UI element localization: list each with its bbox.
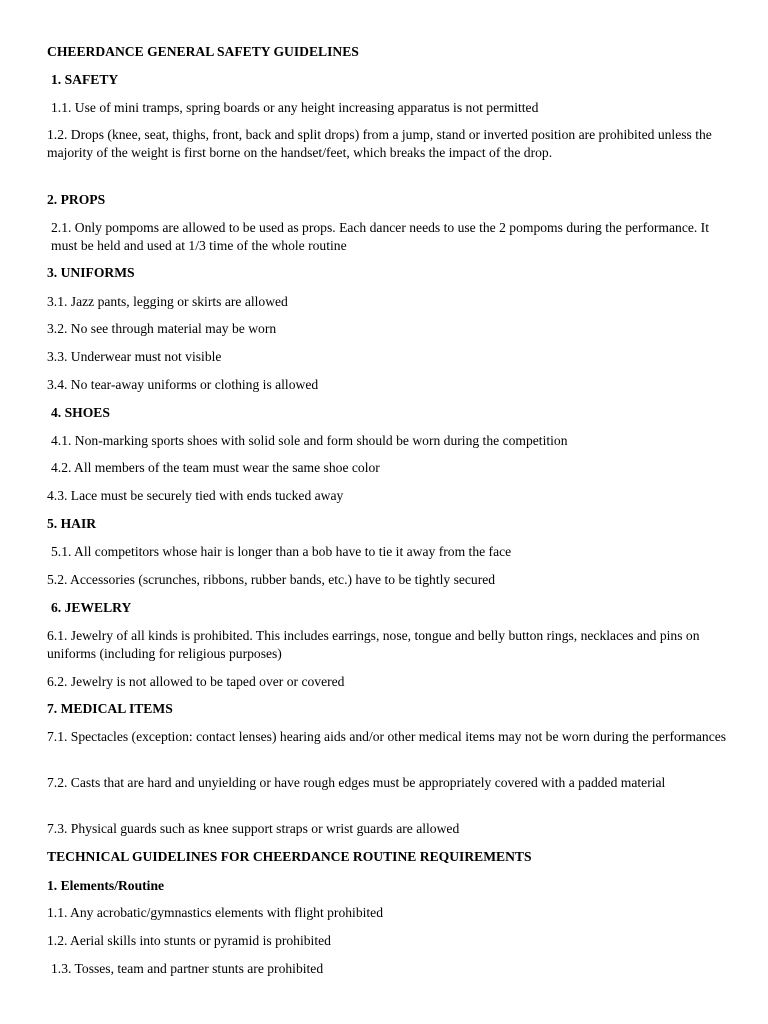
paragraph-t1-3: 1.3. Tosses, team and partner stunts are prohibited <box>51 961 324 976</box>
paragraph-t1-2: 1.2. Aerial skills into stunts or pyramid is prohibited <box>47 933 331 948</box>
paragraph-5-1: 5.1. All competitors whose hair is longer than a bob have to tie it away from the face <box>51 544 512 559</box>
section-heading-medical-items: 7. MEDICAL ITEMS <box>47 701 173 716</box>
section-heading-shoes: 4. SHOES <box>51 405 110 420</box>
paragraph-2-1: 2.1. Only pompoms are allowed to be used as props. Each dancer needs to use the 2 pompoms during the performance. It must be held and used at 1/3 time of the whole routine <box>51 220 709 254</box>
paragraph-1-1: 1.1. Use of mini tramps, spring boards or any height increasing apparatus is not permitted <box>51 100 539 115</box>
section-heading-hair: 5. HAIR <box>47 516 97 531</box>
paragraph-4-1: 4.1. Non-marking sports shoes with solid sole and form should be worn during the competition <box>51 433 568 448</box>
paragraph-6-2: 6.2. Jewelry is not allowed to be taped over or covered <box>47 674 345 689</box>
paragraph-4-2: 4.2. All members of the team must wear the same shoe color <box>51 460 380 475</box>
paragraph-3-1: 3.1. Jazz pants, legging or skirts are allowed <box>47 294 288 309</box>
paragraph-4-3: 4.3. Lace must be securely tied with ends tucked away <box>47 488 344 503</box>
paragraph-7-3: 7.3. Physical guards such as knee support straps or wrist guards are allowed <box>47 821 460 836</box>
technical-guidelines-title: TECHNICAL GUIDELINES FOR CHEERDANCE ROUTINE REQUIREMENTS <box>47 849 532 864</box>
paragraph-1-2: 1.2. Drops (knee, seat, thighs, front, back and split drops) from a jump, stand or inverted position are prohibited unless the majority of the weight is first borne on the handset/feet, which breaks the impact of the drop. <box>47 127 712 161</box>
section-heading-safety: 1. SAFETY <box>51 72 119 87</box>
paragraph-7-1: 7.1. Spectacles (exception: contact lenses) hearing aids and/or other medical items may not be worn during the performances <box>47 729 727 744</box>
section-heading-props: 2. PROPS <box>47 192 106 207</box>
paragraph-5-2: 5.2. Accessories (scrunches, ribbons, rubber bands, etc.) have to be tightly secured <box>47 572 496 587</box>
section-heading-uniforms: 3. UNIFORMS <box>47 265 135 280</box>
paragraph-t1-1: 1.1. Any acrobatic/gymnastics elements with flight prohibited <box>47 905 384 920</box>
paragraph-3-4: 3.4. No tear-away uniforms or clothing is allowed <box>47 377 319 392</box>
paragraph-3-2: 3.2. No see through material may be worn <box>47 321 277 336</box>
section-heading-jewelry: 6. JEWELRY <box>51 600 132 615</box>
paragraph-3-3: 3.3. Underwear must not visible <box>47 349 222 364</box>
section-heading-elements-routine: 1. Elements/Routine <box>47 878 165 893</box>
paragraph-6-1: 6.1. Jewelry of all kinds is prohibited. This includes earrings, nose, tongue and belly button rings, necklaces and pins on uniforms (including for religious purposes) <box>47 628 700 662</box>
paragraph-7-2: 7.2. Casts that are hard and unyielding or have rough edges must be appropriately covered with a padded material <box>47 775 666 790</box>
page-title: CHEERDANCE GENERAL SAFETY GUIDELINES <box>47 44 359 59</box>
